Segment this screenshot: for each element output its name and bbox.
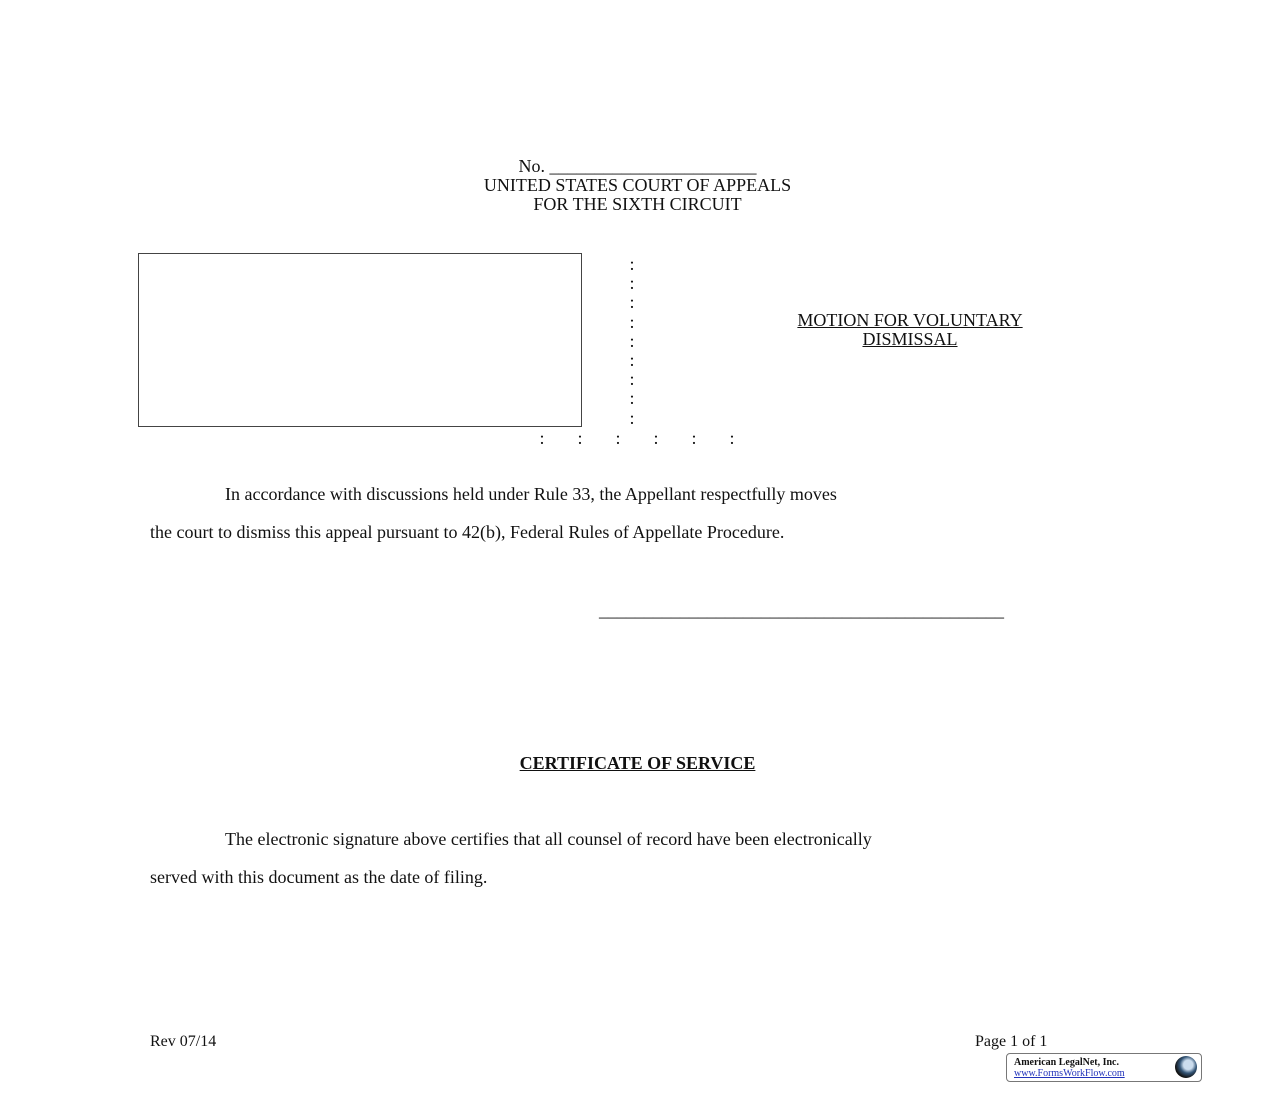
american-legalnet-badge[interactable]: [1006, 1053, 1202, 1082]
caption-colon: :: [629, 311, 635, 332]
caption-colon: :: [629, 350, 635, 370]
badge-url-link[interactable]: www.FormsWorkFlow.com: [1014, 1068, 1125, 1079]
caption-colon: :: [629, 254, 635, 274]
caption-colon: :: [629, 330, 635, 351]
court-name: UNITED STATES COURT OF APPEALS: [483, 175, 792, 195]
motion-paragraph-line2: the court to dismiss this appeal pursuant to 42(b), Federal Rules of Appellate Procedure.: [150, 522, 785, 542]
caption-colon: :: [615, 428, 621, 448]
certificate-line1: The electronic signature above certifies that all counsel of record have been electronically: [225, 829, 872, 849]
circuit-name: FOR THE SIXTH CIRCUIT: [533, 194, 742, 214]
case-number-line: No. _______________________: [518, 156, 757, 176]
caption-colon: :: [653, 428, 659, 448]
caption-colon: :: [729, 428, 735, 448]
motion-paragraph-line1: In accordance with discussions held under Rule 33, the Appellant respectfully moves: [225, 484, 837, 504]
caption-colon: :: [629, 292, 635, 313]
motion-title-line1: MOTION FOR VOLUNTARY: [797, 310, 1023, 330]
motion-title: [740, 311, 1080, 349]
signature-line: _____________________________________________: [599, 600, 1004, 620]
motion-title-line2: DISMISSAL: [862, 329, 958, 349]
caption-colon: :: [629, 388, 635, 409]
globe-logo-icon: [1175, 1056, 1197, 1078]
certificate-heading: CERTIFICATE OF SERVICE: [519, 753, 756, 773]
court-header: [0, 157, 1275, 214]
caption-colon: :: [577, 428, 583, 448]
caption-colon: :: [539, 428, 545, 448]
caption-colon: :: [629, 407, 635, 428]
party-caption-box: [138, 253, 582, 427]
certificate-line2: served with this document as the date of filing.: [150, 867, 488, 887]
caption-colon: :: [629, 369, 635, 390]
revision-label: Rev 07/14: [150, 1033, 217, 1050]
caption-colon: :: [691, 428, 697, 448]
caption-colon: :: [629, 273, 635, 294]
page-number: Page 1 of 1: [975, 1033, 1048, 1050]
badge-company: American LegalNet, Inc.: [1014, 1057, 1119, 1068]
